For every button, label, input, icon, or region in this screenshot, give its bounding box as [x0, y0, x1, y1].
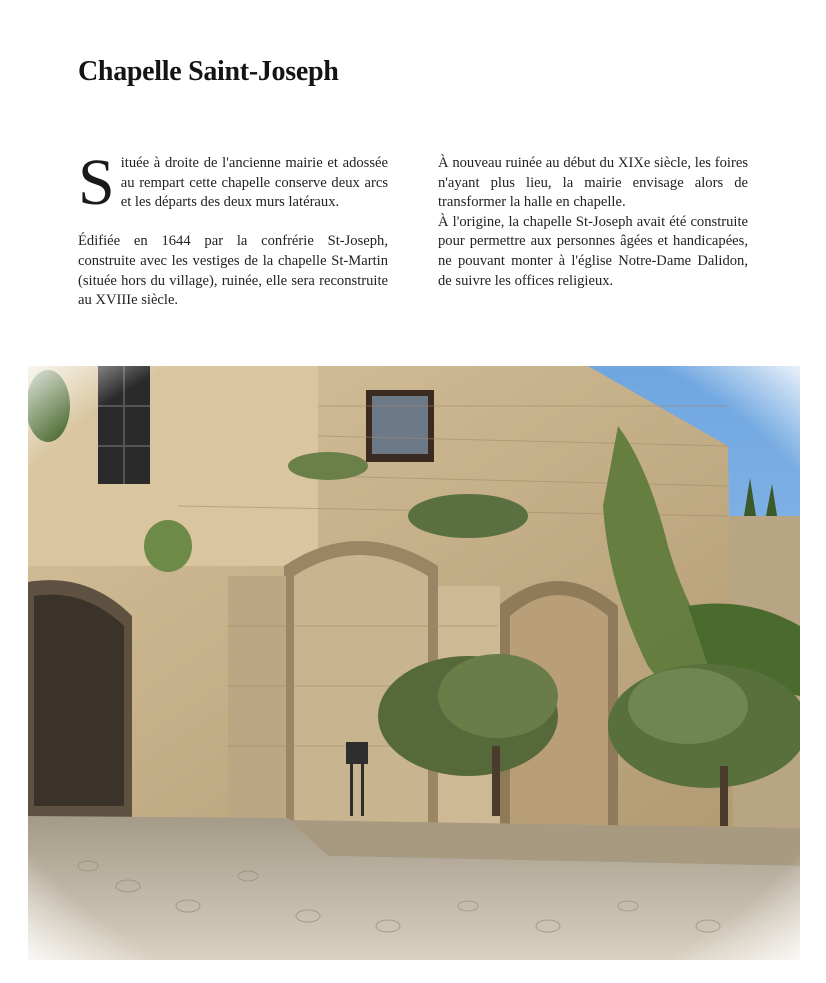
paragraph: À l'origine, la chapelle St-Joseph avait été construite pour permettre aux personnes âgées et handicapées, ne pouvant monter à l'église Notre-Dame Dalidon, de suivre les offices religieux.	[438, 213, 748, 289]
paragraph	[78, 146, 388, 219]
article-column-left	[78, 146, 388, 311]
article-column-right	[438, 154, 748, 291]
chapelle-ruins-photo	[28, 366, 800, 960]
paragraph-text: ituée à droite de l'ancienne mairie et adossée au rempart cette chapelle conserve deux arcs et les départs des deux murs latéraux.	[120, 155, 388, 211]
page-title: Chapelle Saint-Joseph	[78, 56, 339, 87]
paragraph: À nouveau ruinée au début du XIXe siècle, les foires n'ayant plus lieu, la mairie envisage alors de transformer la halle en chapelle.	[438, 155, 748, 211]
paragraph: Édifiée en 1644 par la confrérie St-Joseph, construite avec les vestiges de la chapelle St-Martin (située hors du village), ruinée, elle sera reconstruite au XVIIIe siècle.	[78, 233, 388, 309]
drop-cap: S	[78, 146, 115, 219]
